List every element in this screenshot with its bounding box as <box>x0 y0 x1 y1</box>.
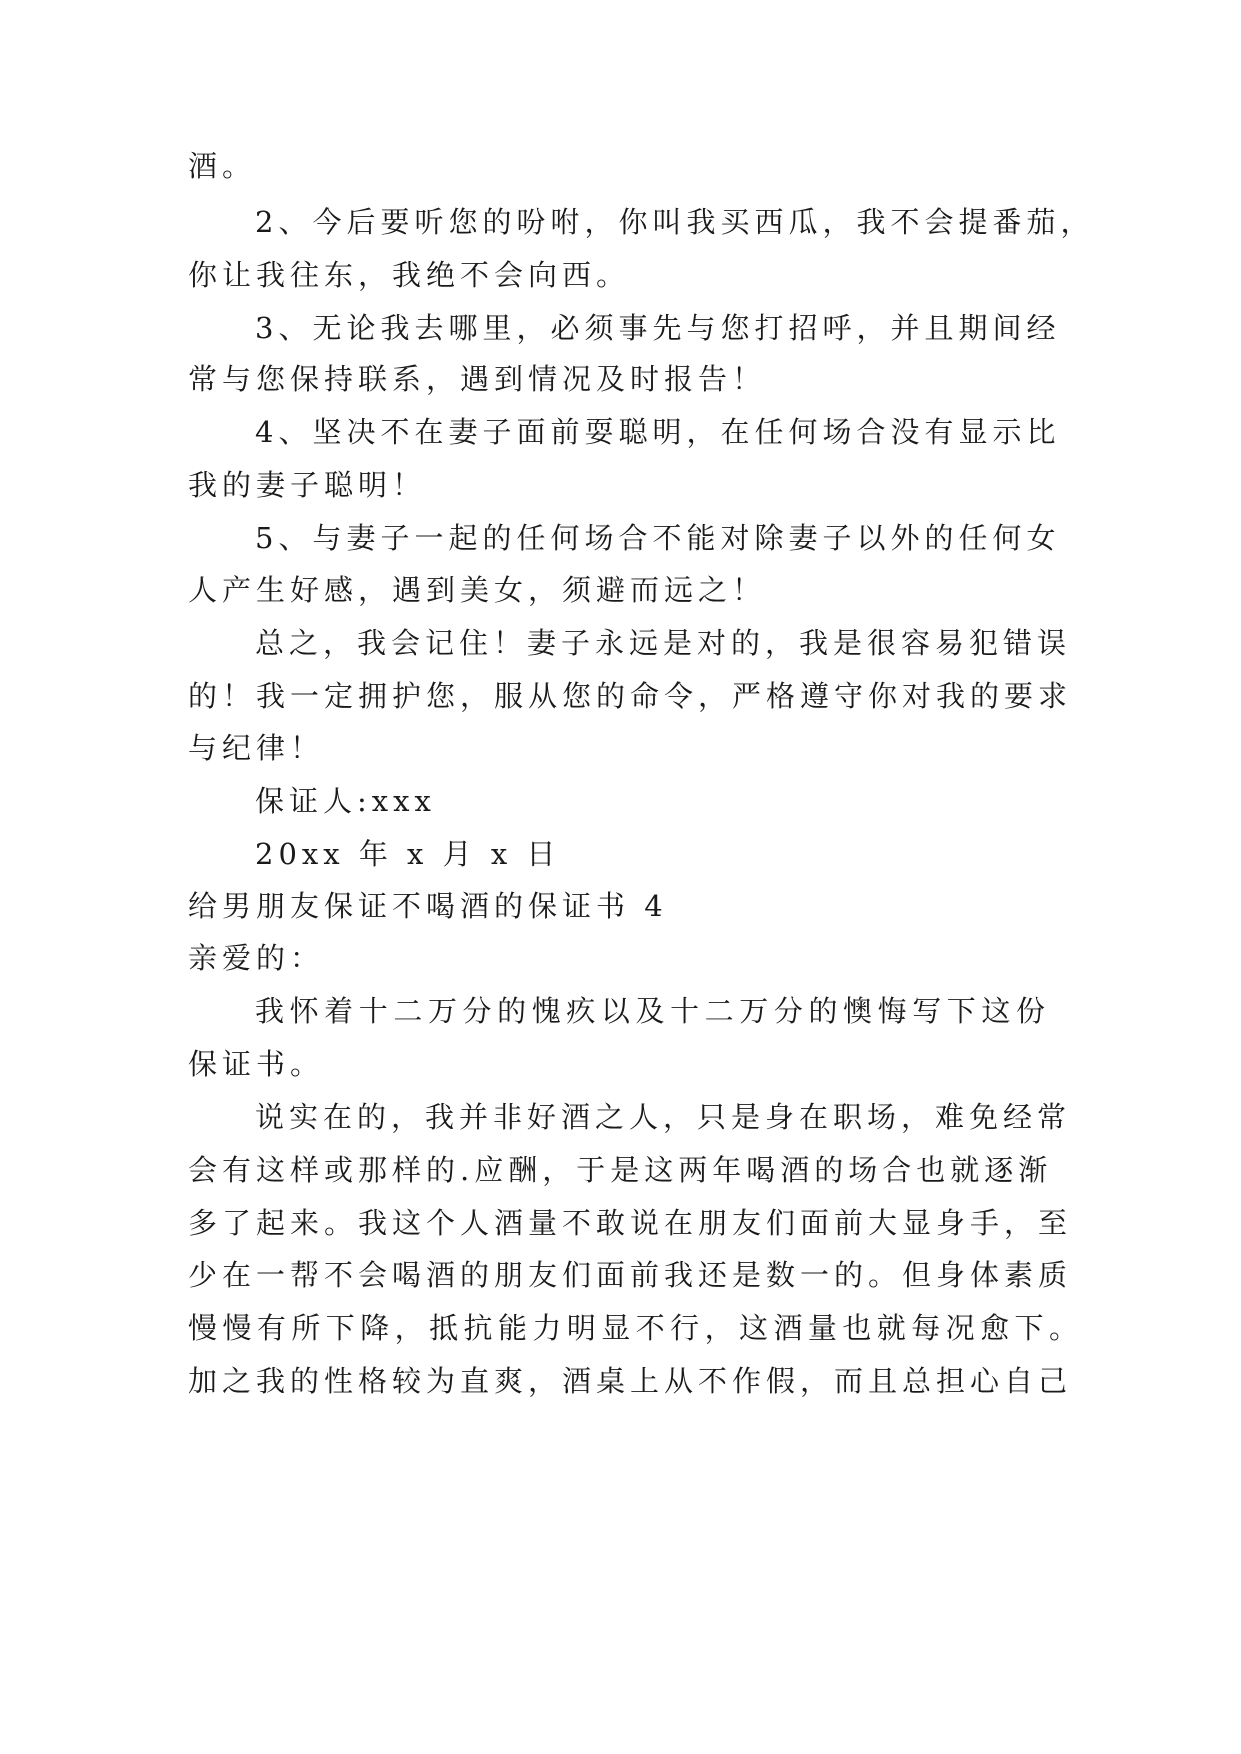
section-title: 给男朋友保证不喝酒的保证书 4 <box>188 889 668 923</box>
signer-line: 保证人:xxx <box>255 784 436 818</box>
text-line: 保证书。 <box>188 1047 325 1081</box>
text-line: 酒。 <box>188 149 257 183</box>
text-line: 多了起来。我这个人酒量不敢说在朋友们面前大显身手，至 <box>188 1206 1073 1240</box>
text-line: 加之我的性格较为直爽，酒桌上从不作假，而且总担心自己 <box>188 1364 1073 1398</box>
text-line: 说实在的，我并非好酒之人，只是身在职场，难免经常 <box>255 1100 1072 1134</box>
text-line: 你让我往东，我绝不会向西。 <box>188 258 631 292</box>
text-line: 我怀着十二万分的愧疚以及十二万分的懊悔写下这份 <box>255 994 1050 1028</box>
text-line: 常与您保持联系，遇到情况及时报告！ <box>188 362 767 396</box>
text-line: 少在一帮不会喝酒的朋友们面前我还是数一的。但身体素质 <box>188 1258 1073 1292</box>
text-line: 我的妻子聪明！ <box>188 468 427 502</box>
text-line: 3、无论我去哪里，必须事先与您打招呼，并且期间经 <box>255 311 1061 345</box>
salutation: 亲爱的： <box>188 941 325 975</box>
text-line: 人产生好感，遇到美女，须避而远之！ <box>188 573 767 607</box>
text-line: 4、坚决不在妻子面前耍聪明，在任何场合没有显示比 <box>255 415 1061 449</box>
text-line: 5、与妻子一起的任何场合不能对除妻子以外的任何女 <box>255 521 1061 555</box>
text-line: 会有这样或那样的.应酬，于是这两年喝酒的场合也就逐渐 <box>188 1153 1053 1187</box>
text-line: 慢慢有所下降，抵抗能力明显不行，这酒量也就每况愈下。 <box>188 1311 1083 1345</box>
text-line: 2、今后要听您的吩咐，你叫我买西瓜，我不会提番茄， <box>255 205 1095 239</box>
text-line: 总之，我会记住！妻子永远是对的，我是很容易犯错误 <box>255 626 1072 660</box>
text-line: 与纪律！ <box>188 731 325 765</box>
text-line: 的！我一定拥护您，服从您的命令，严格遵守你对我的要求 <box>188 679 1073 713</box>
date-line: 20xx 年 x 月 x 日 <box>255 837 561 871</box>
